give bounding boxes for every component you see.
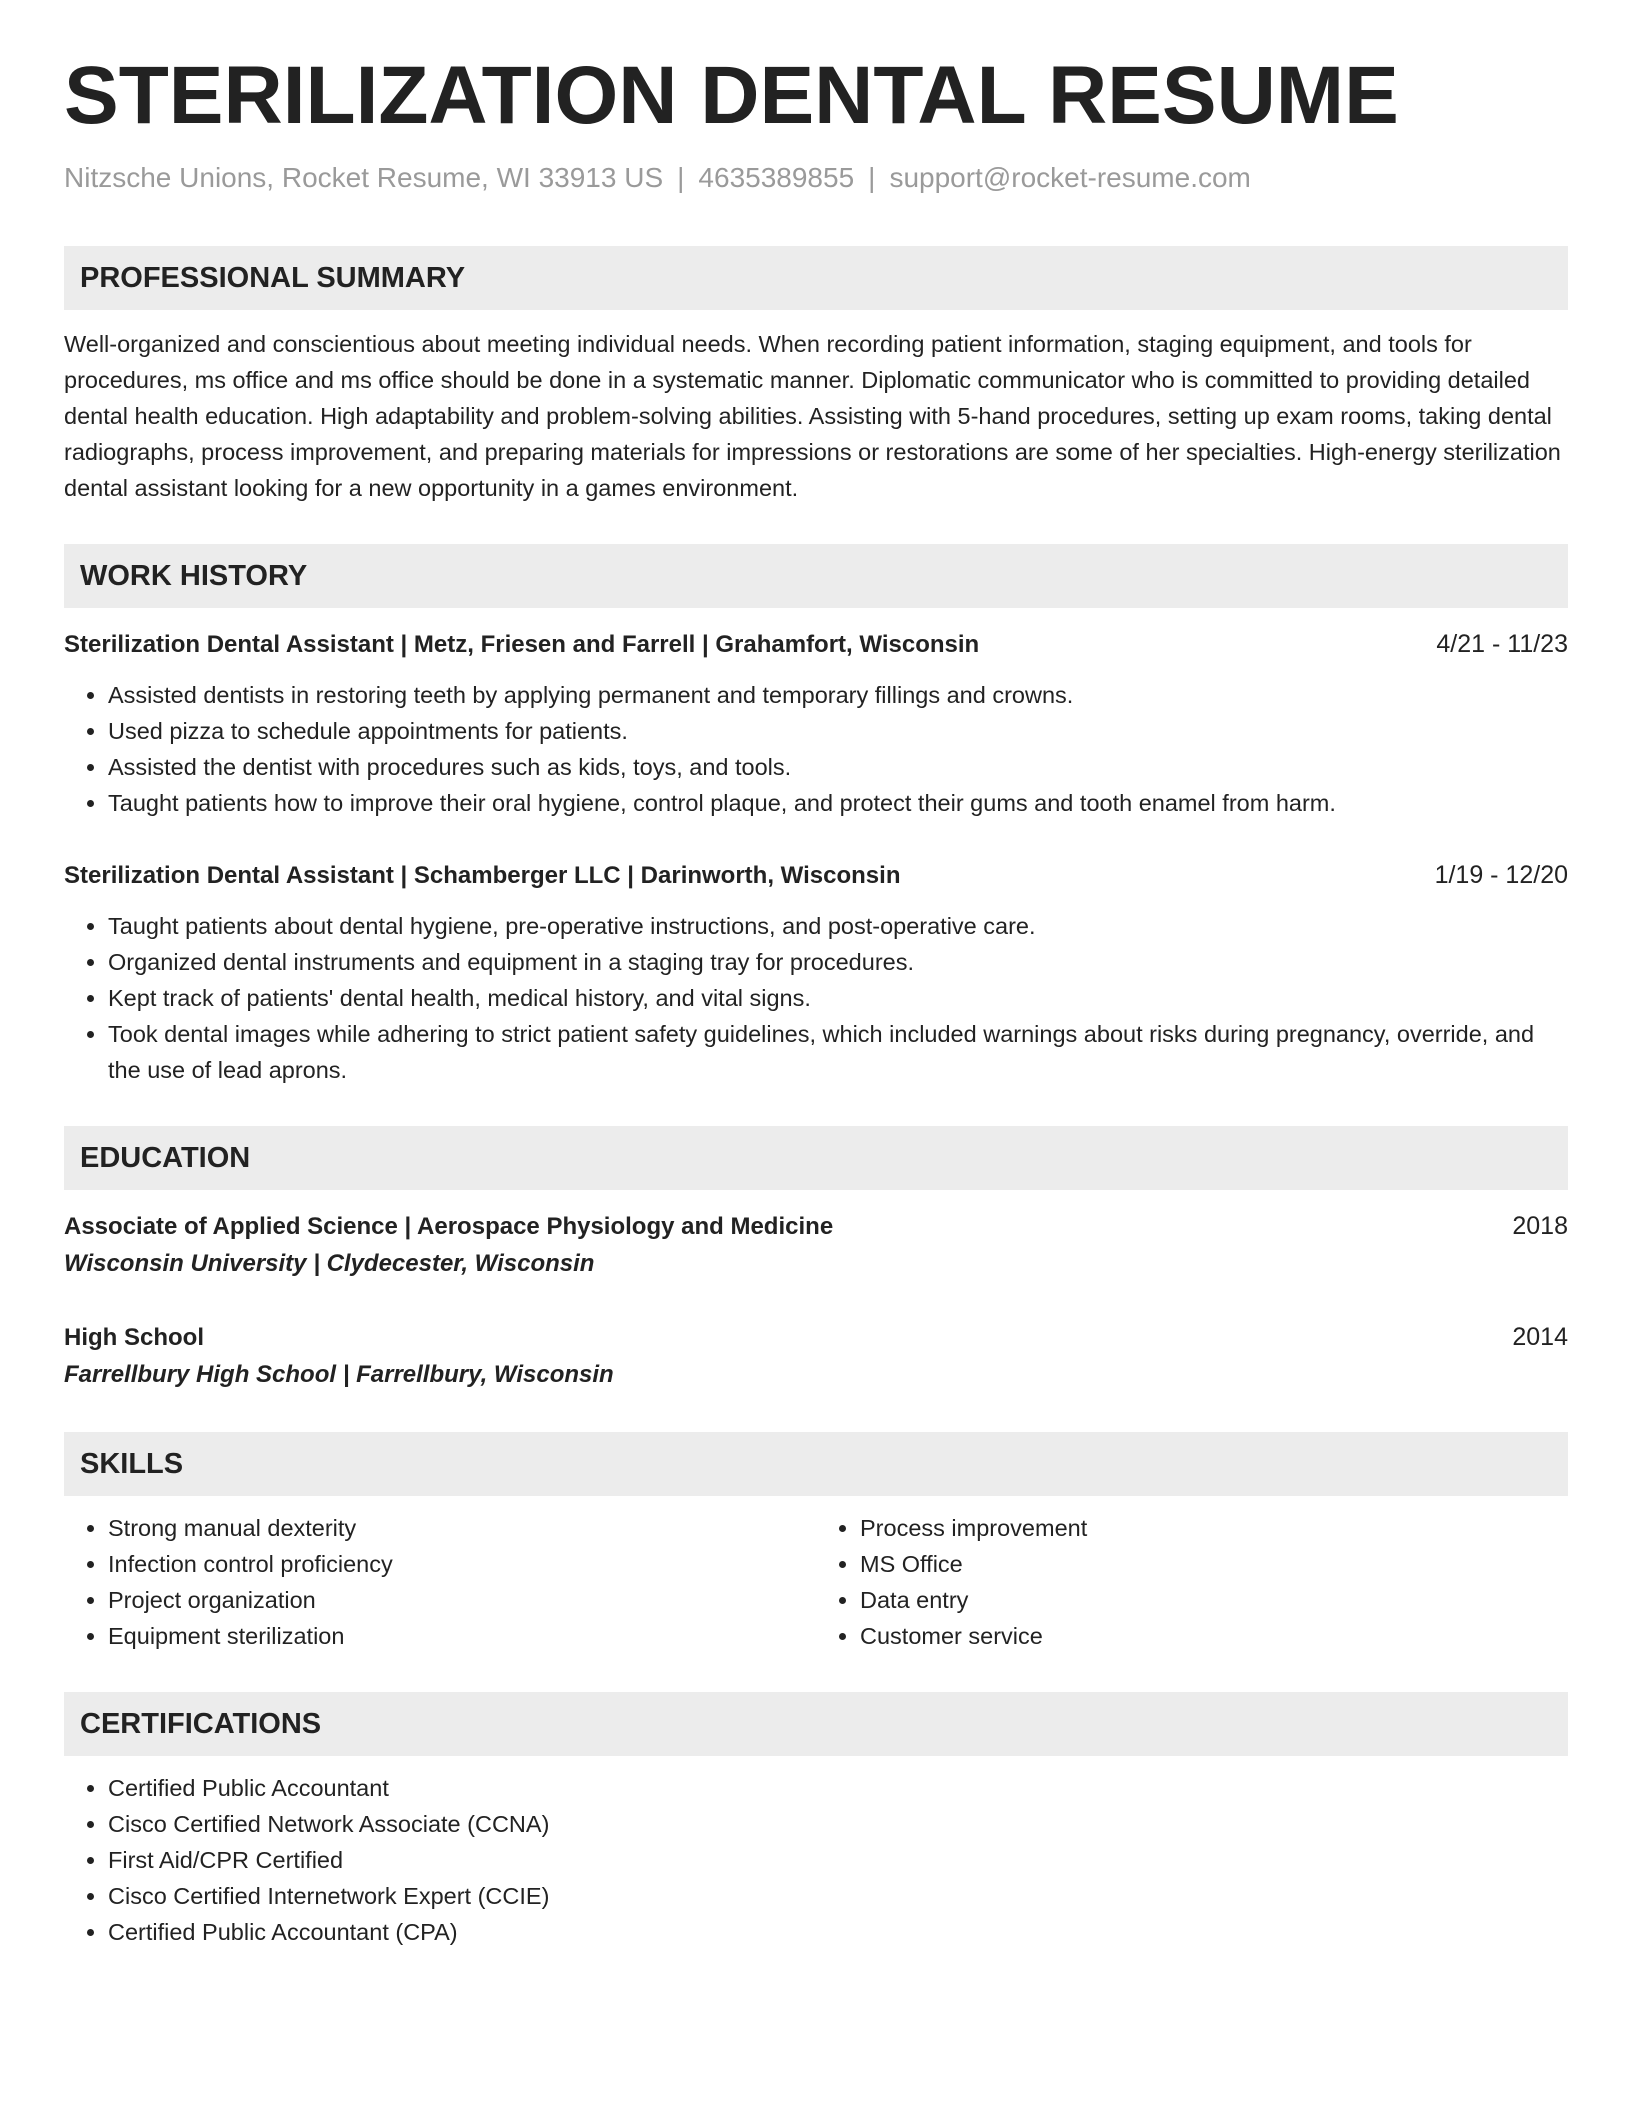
contact-email: support@rocket-resume.com (889, 161, 1251, 193)
job-bullets (64, 677, 1568, 821)
job-entry (64, 626, 1568, 821)
job-bullet: • Used pizza to schedule appointments for patients. (108, 713, 1568, 749)
certification-item: • Certified Public Accountant (108, 1770, 1568, 1806)
job-bullet: • Assisted dentists in restoring teeth by applying permanent and temporary fillings and crowns. (108, 677, 1568, 713)
job-entry (64, 857, 1568, 1088)
contact-phone: 4635389855 (698, 161, 855, 193)
skills-column-left (64, 1510, 816, 1654)
job-header (64, 857, 1568, 894)
education-school: Wisconsin University | Clydecester, Wisconsin (64, 1250, 595, 1278)
skill-item: • MS Office (860, 1546, 1568, 1582)
education-year: 2014 (1512, 1323, 1568, 1352)
skill-item: • Infection control proficiency (108, 1546, 816, 1582)
section-header-summary: PROFESSIONAL SUMMARY (64, 246, 1568, 310)
job-title: Sterilization Dental Assistant | Metz, Friesen and Farrell | Grahamfort, Wisconsin (64, 631, 980, 659)
education-entry (64, 1208, 1568, 1283)
skills-grid (64, 1510, 1568, 1654)
job-title: Sterilization Dental Assistant | Schamberger LLC | Darinworth, Wisconsin (64, 862, 901, 890)
education-header (64, 1208, 1568, 1245)
education-school: Farrellbury High School | Farrellbury, Wisconsin (64, 1361, 614, 1389)
skill-item: • Customer service (860, 1618, 1568, 1654)
resume-title: STERILIZATION DENTAL RESUME (64, 50, 1399, 141)
contact-separator: | (677, 161, 685, 193)
job-bullet: • Kept track of patients' dental health, medical history, and vital signs. (108, 980, 1568, 1016)
job-bullets (64, 908, 1568, 1088)
education-year: 2018 (1512, 1212, 1568, 1241)
education-header (64, 1319, 1568, 1356)
job-bullet: • Organized dental instruments and equipment in a staging tray for procedures. (108, 944, 1568, 980)
education-degree: Associate of Applied Science | Aerospace Physiology and Medicine (64, 1213, 834, 1241)
education-entry (64, 1319, 1568, 1394)
summary-text: Well-organized and conscientious about meeting individual needs. When recording patient information, staging equipment, and tools for procedures, ms office and ms office should be done in a systematic manner. Diplomatic communicator who is committed to providing detailed dental health education. High adaptability and problem-solving abilities. Assisting with 5-hand procedures, setting up exam rooms, taking dental radiographs, process improvement, and preparing materials for impressions or restorations are some of her specialties. High-energy sterilization dental assistant looking for a new opportunity in a games environment. (64, 331, 1561, 502)
skill-item: • Process improvement (860, 1510, 1568, 1546)
job-bullet: • Taught patients about dental hygiene, pre-operative instructions, and post-operative care. (108, 908, 1568, 944)
certification-item: • Certified Public Accountant (CPA) (108, 1914, 1568, 1950)
job-bullet: • Took dental images while adhering to strict patient safety guidelines, which included warnings about risks during pregnancy, override, and the use of lead aprons. (108, 1016, 1568, 1088)
skill-item: • Strong manual dexterity (108, 1510, 816, 1546)
job-header (64, 626, 1568, 663)
job-dates: 4/21 - 11/23 (1436, 630, 1568, 659)
job-dates: 1/19 - 12/20 (1434, 861, 1568, 890)
certification-item: • Cisco Certified Network Associate (CCNA) (108, 1806, 1568, 1842)
section-header-work-history: WORK HISTORY (64, 544, 1568, 608)
skill-item: • Data entry (860, 1582, 1568, 1618)
job-bullet: • Assisted the dentist with procedures such as kids, toys, and tools. (108, 749, 1568, 785)
job-bullet: • Taught patients how to improve their oral hygiene, control plaque, and protect their gums and tooth enamel from harm. (108, 785, 1568, 821)
skills-column-right (816, 1510, 1568, 1654)
contact-separator: | (868, 161, 876, 193)
contact-line (64, 160, 1568, 196)
contact-address: Nitzsche Unions, Rocket Resume, WI 33913 US (64, 161, 664, 193)
skill-item: • Project organization (108, 1582, 816, 1618)
certification-item: • First Aid/CPR Certified (108, 1842, 1568, 1878)
certifications-list (64, 1770, 1568, 1950)
skill-item: • Equipment sterilization (108, 1618, 816, 1654)
certification-item: • Cisco Certified Internetwork Expert (CCIE) (108, 1878, 1568, 1914)
section-header-skills: SKILLS (64, 1432, 1568, 1496)
section-header-certifications: CERTIFICATIONS (64, 1692, 1568, 1756)
education-degree: High School (64, 1324, 204, 1352)
section-header-education: EDUCATION (64, 1126, 1568, 1190)
